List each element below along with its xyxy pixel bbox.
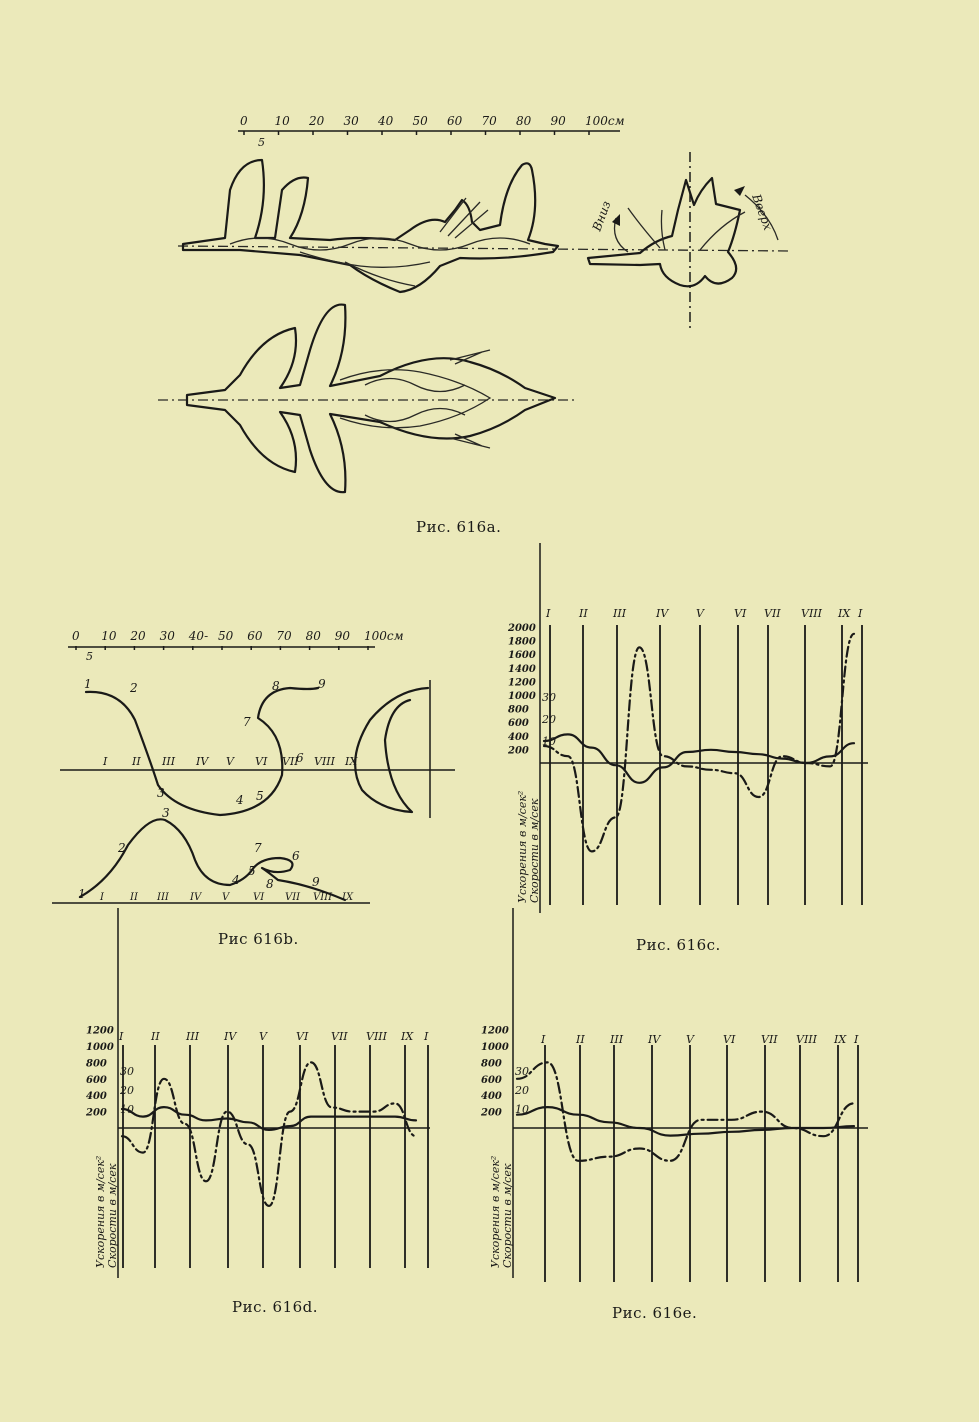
scale-label: 100см [585,114,625,128]
accel-tick-label: 1000 [508,691,536,702]
phase-label: IX [838,607,851,620]
accel-tick-label: 1800 [508,636,536,648]
accel-tick-label: 1200 [508,677,536,689]
arrow-up-label: Вверх [749,192,776,233]
phase-label: VIII [796,1033,817,1046]
front-view-bird [588,152,778,330]
scale-label: 60 [447,114,463,128]
phase-label: VI [253,892,265,903]
phase-label: IX [401,1030,414,1043]
phase-label: I [541,1033,546,1046]
speed-tick-label: 30 [542,691,556,704]
point-label: 9 [318,677,326,691]
y-label-accel: Ускорения в м/сек² [94,1155,107,1268]
point-label: 5 [256,789,264,803]
scale-label: 80 [516,114,532,128]
y-label-speed: Скорости в м/сек [106,1163,119,1268]
accel-tick-label: 400 [481,1091,502,1103]
phase-label: II [132,755,141,768]
chart-616d [85,908,430,1278]
scale-label: 10 [274,114,290,128]
phase-label: V [259,1030,267,1043]
phase-label: III [613,607,627,620]
accel-tick-label: 400 [86,1091,107,1103]
phase-label: IV [190,892,202,903]
phase-label: II [576,1033,585,1046]
phase-label: V [696,607,704,620]
caption-616d: Рис. 616d. [232,1298,319,1316]
series-velocity [517,1107,854,1136]
accel-tick-label: 1600 [508,650,536,662]
point-label: 2 [130,681,138,695]
phase-label: VII [285,892,301,903]
scale-label: 50 [218,629,234,643]
accel-tick-label: 600 [481,1074,502,1086]
point-label: 7 [243,715,251,729]
phase-label: I [103,755,108,768]
y-label-accel: Ускорения в м/сек² [516,790,529,903]
point-label: 4 [236,793,244,807]
accel-tick-label: 1200 [86,1025,114,1037]
caption-616a: Рис. 616а. [416,518,502,536]
accel-tick-label: 200 [86,1107,107,1119]
phase-label: I [424,1030,429,1043]
chart-616c [507,543,868,913]
scale-label: 90 [550,114,566,128]
phase-label: IX [345,755,358,768]
y-label-speed: Скорости в м/сек [501,1163,514,1268]
series-acceleration [544,634,854,852]
series-acceleration [122,1062,416,1206]
phase-label: I [119,1030,124,1043]
phase-label: IV [224,1030,237,1043]
phase-label: VII [761,1033,778,1046]
chart-616e [480,908,868,1282]
scale-label: 100см [364,629,404,643]
phase-label: I [546,607,551,620]
phase-label: IV [196,755,209,768]
point-label: 5 [248,864,256,878]
scale-label: 70 [481,114,497,128]
wing-tip-path-upper [86,688,318,815]
point-label: 2 [118,841,126,855]
phase-label: VIII [801,607,822,620]
scale-label: 0 [240,114,248,128]
phase-label: III [157,892,169,903]
phase-label: III [610,1033,624,1046]
scale-label: 10 [101,629,117,643]
scale-label: 20 [309,114,325,128]
y-label-speed: Скорости в м/сек [528,798,541,903]
point-label: 1 [84,677,92,691]
wing-loop-right [355,688,428,812]
accel-tick-label: 200 [481,1107,502,1119]
phase-label: II [151,1030,160,1043]
scale-label: 30 [343,114,359,128]
phase-label: VI [296,1030,309,1043]
accel-tick-label: 2000 [508,623,536,634]
speed-tick-label: 20 [542,713,556,726]
point-label: 3 [162,806,170,820]
point-label: 1 [78,887,86,901]
arrow-down-label: Вниз [589,199,614,234]
speed-tick-label: 20 [120,1084,134,1097]
accel-tick-label: 800 [86,1058,107,1070]
scale-sub-b: 5 [86,650,93,663]
point-label: 4 [232,873,240,887]
point-label: 8 [272,679,280,693]
accel-tick-label: 800 [481,1058,502,1070]
speed-tick-label: 30 [120,1065,134,1078]
scale-label: 60 [247,629,263,643]
point-label: 8 [266,877,274,891]
scale-label: 80 [305,629,321,643]
point-label: 6 [292,849,300,863]
phase-label: I [858,607,863,620]
phase-label: IX [834,1033,847,1046]
y-label-accel: Ускорения в м/сек² [489,1155,502,1268]
figure-616b [52,629,455,903]
point-label: 6 [296,751,304,765]
speed-tick-label: 10 [542,735,556,748]
speed-tick-label: 10 [120,1103,134,1116]
phase-label: II [130,892,138,903]
phase-label: V [222,892,230,903]
phase-label: VI [723,1033,736,1046]
point-label: 7 [254,841,262,855]
scale-label: 20 [130,629,146,643]
phase-label: VII [764,607,781,620]
series-velocity [544,734,854,782]
accel-tick-label: 1000 [481,1042,509,1053]
accel-tick-label: 1200 [481,1025,509,1037]
phase-label: IX [342,892,354,903]
phase-label: VI [255,755,268,768]
point-label: 9 [312,875,320,889]
speed-tick-label: 30 [515,1065,529,1078]
phase-label: IV [656,607,669,620]
point-label: 3 [157,786,165,800]
caption-616c: Рис. 616с. [636,936,721,954]
phase-label: IV [648,1033,661,1046]
phase-label: II [579,607,588,620]
phase-label: VIII [313,892,333,903]
side-view-birds [178,160,790,292]
accel-tick-label: 1000 [86,1042,114,1053]
scale-label: 70 [276,629,292,643]
phase-label: VII [331,1030,348,1043]
phase-label: VI [734,607,747,620]
accel-tick-label: 800 [508,704,529,716]
accel-tick-label: 600 [508,718,529,730]
phase-label: I [854,1033,859,1046]
scale-label: 50 [412,114,428,128]
scale-label: 30 [159,629,175,643]
roman-labels-b-lower [99,892,354,903]
accel-tick-label: 200 [508,745,529,757]
phase-label: V [686,1033,694,1046]
caption-616e: Рис. 616е. [612,1304,698,1322]
figure-616a [158,114,790,492]
phase-label: III [186,1030,200,1043]
series-velocity [122,1107,416,1130]
phase-label: VII [282,755,299,768]
accel-tick-label: 1400 [508,663,536,675]
speed-tick-label: 20 [515,1084,529,1097]
scale-label: 0 [72,629,80,643]
phase-label: V [226,755,234,768]
roman-labels-b-upper [102,755,358,768]
scale-sub-a: 5 [258,136,265,149]
scale-label: 90 [334,629,351,643]
scale-label: 40 [378,114,394,128]
caption-616b: Рис 616b. [218,930,299,948]
series-acceleration [517,1062,854,1160]
phase-label: VIII [366,1030,387,1043]
body-path-lower [80,819,345,900]
accel-tick-label: 600 [86,1074,107,1086]
speed-tick-label: 10 [515,1103,529,1116]
accel-tick-label: 400 [508,731,529,743]
phase-label: I [100,892,104,903]
top-view-birds [158,305,575,493]
phase-label: VIII [314,755,335,768]
scale-labels-a [240,114,625,135]
phase-label: III [162,755,176,768]
scale-label: 40- [188,629,209,643]
